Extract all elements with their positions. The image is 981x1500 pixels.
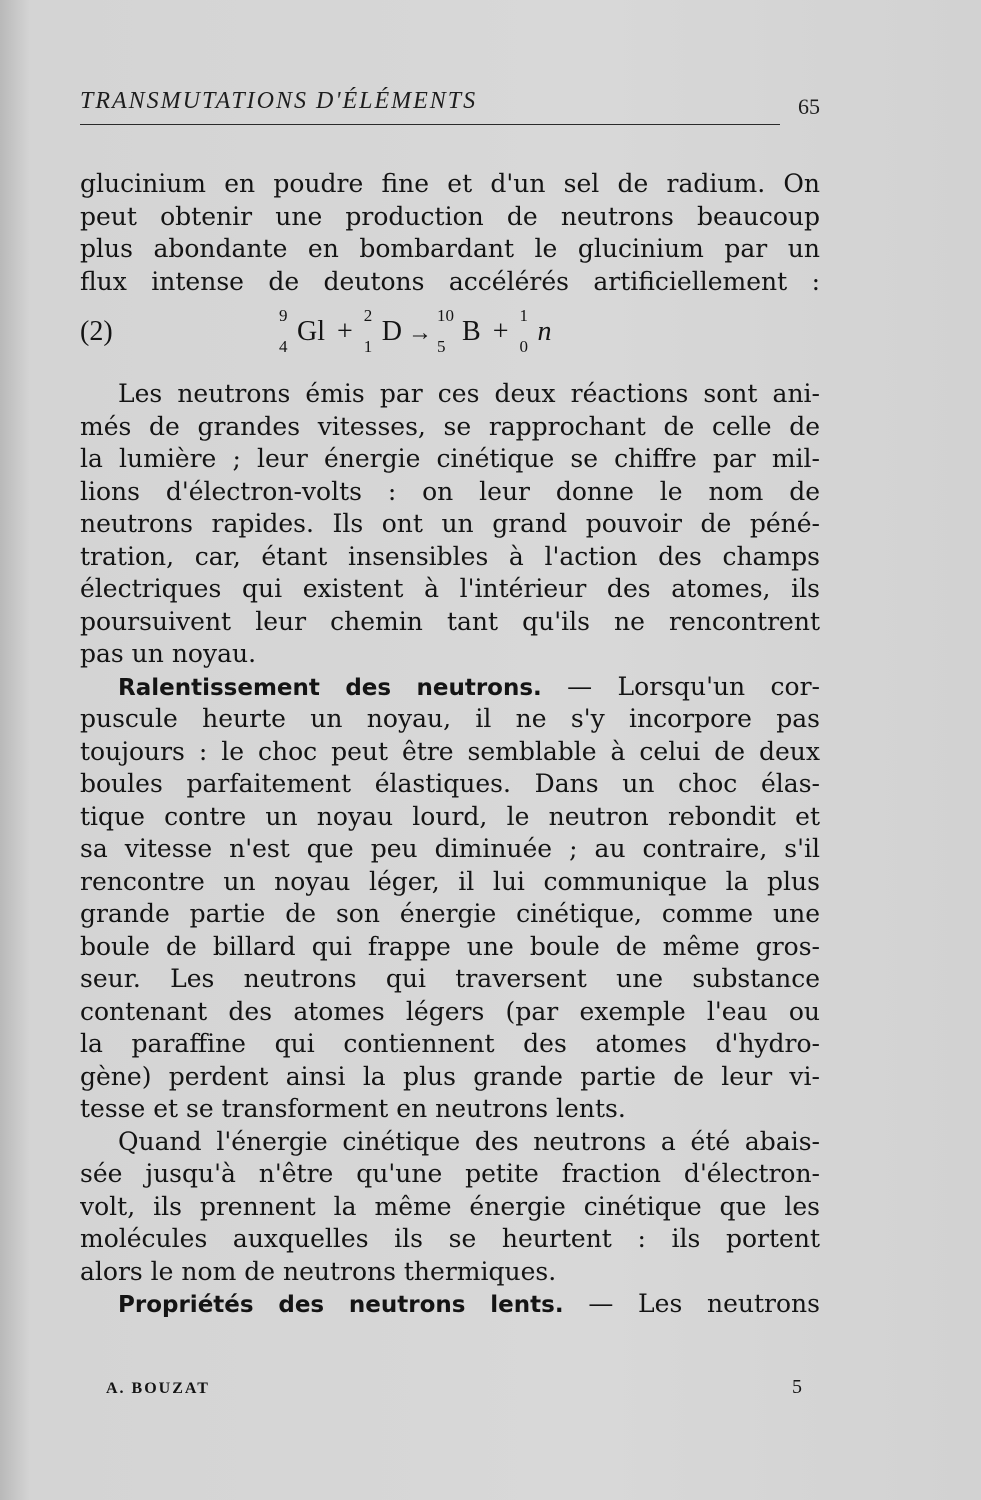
text-line: neutrons rapides. Ils ont un grand pouvoir de péné- <box>80 509 820 538</box>
atomic-number: 1 <box>363 337 373 356</box>
text-line-with-heading <box>80 1288 820 1321</box>
element-symbol: B <box>462 316 481 347</box>
text-line: la lumière ; leur énergie cinétique se chiffre par mil- <box>80 444 820 473</box>
text-line: flux intense de deutons accélérés artificiellement : <box>80 266 820 296</box>
element-symbol: Gl <box>297 316 325 347</box>
mass-number: 10 <box>437 306 455 325</box>
atomic-number: 4 <box>279 337 288 356</box>
text-line: tesse et se transforment en neutrons lents. <box>80 1094 626 1123</box>
text-line: poursuivent leur chemin tant qu'ils ne rencontrent <box>80 606 820 636</box>
atomic-number: 0 <box>519 337 529 356</box>
text-line: alors le nom de neutrons thermiques. <box>80 1256 557 1286</box>
page-footer <box>106 1376 802 1410</box>
section-heading: Propriétés des neutrons lents. <box>118 1292 564 1318</box>
text-fragment: — Les neutrons <box>588 1289 820 1318</box>
text-line: toujours : le choc peut être semblable à celui de deux <box>80 736 820 766</box>
printer-signature: A. BOUZAT <box>106 1380 210 1397</box>
mass-number: 1 <box>519 306 529 325</box>
element-symbol: D <box>381 316 403 347</box>
paragraph-slowing-neutrons <box>80 671 820 1126</box>
text-line: volt, ils prennent la même énergie cinétique que les <box>80 1191 820 1221</box>
text-line: glucinium en poudre fine et d'un sel de radium. On <box>80 169 820 198</box>
text-line: contenant des atomes légers (par exemple l'eau ou <box>80 996 820 1026</box>
text-line: boules parfaitement élastiques. Dans un choc élas- <box>80 769 820 798</box>
running-title: TRANSMUTATIONS D'ÉLÉMENTS <box>80 88 478 114</box>
nuclear-equation <box>80 298 820 378</box>
nuclide-glucinium <box>279 306 325 356</box>
paragraph-fast-neutrons <box>80 378 820 671</box>
text-line: sée jusqu'à n'être qu'une petite fraction d'électron- <box>80 1159 820 1188</box>
text-line: plus abondante en bombardant le glucinium par un <box>80 234 820 263</box>
page-body <box>80 168 820 1321</box>
paragraph-thermal-neutrons <box>80 1126 820 1289</box>
text-line: Les neutrons émis par ces deux réactions sont ani- <box>118 379 820 408</box>
text-line: électriques qui existent à l'intérieur des atomes, ils <box>80 574 820 603</box>
nuclide-neutron <box>519 306 552 356</box>
element-symbol: n <box>537 316 552 347</box>
text-line: puscule heurte un noyau, il ne s'y incorpore pas <box>80 704 820 733</box>
text-line: tration, car, étant insensibles à l'action des champs <box>80 541 820 571</box>
equation-body <box>279 306 552 356</box>
mass-number: 9 <box>279 306 288 325</box>
text-line: Quand l'énergie cinétique des neutrons a été abais- <box>118 1126 820 1156</box>
text-line: lions d'électron-volts : on leur donne le nom de <box>80 476 820 506</box>
text-line: més de grandes vitesses, se rapprochant de celle de <box>80 411 820 441</box>
paragraph-slow-neutron-properties <box>80 1288 820 1321</box>
text-line: grande partie de son énergie cinétique, comme une <box>80 899 820 928</box>
text-line-with-heading <box>80 671 820 704</box>
running-header <box>80 82 820 126</box>
page-number: 65 <box>798 94 820 119</box>
section-heading: Ralentissement des neutrons. <box>118 674 542 701</box>
nuclide-boron <box>437 306 481 356</box>
paragraph-continuation <box>80 168 820 298</box>
atomic-number: 5 <box>437 337 446 356</box>
mass-number: 2 <box>363 306 373 325</box>
text-line: tique contre un noyau lourd, le neutron rebondit et <box>80 801 820 831</box>
signature-number: 5 <box>792 1376 802 1398</box>
plus-sign: + <box>337 316 353 347</box>
text-line: peut obtenir une production de neutrons beaucoup <box>80 201 820 231</box>
text-line: molécules auxquelles ils se heurtent : ils portent <box>80 1224 820 1253</box>
text-line: gène) perdent ainsi la plus grande partie de leur vi- <box>80 1061 820 1091</box>
header-rule <box>80 124 780 125</box>
text-fragment: — Lorsqu'un cor- <box>567 671 820 701</box>
equation-label: (2) <box>80 316 113 347</box>
text-line: seur. Les neutrons qui traversent une substance <box>80 964 820 993</box>
text-line: rencontre un noyau léger, il lui communique la plus <box>80 866 820 896</box>
plus-sign: + <box>492 316 509 347</box>
reaction-arrow: → <box>408 320 433 346</box>
nuclide-deuton <box>363 306 403 356</box>
text-line: boule de billard qui frappe une boule de même gros- <box>80 931 820 961</box>
text-line: pas un noyau. <box>80 639 257 668</box>
text-line: sa vitesse n'est que peu diminuée ; au contraire, s'il <box>80 834 820 863</box>
text-line: la paraffine qui contiennent des atomes d'hydro- <box>80 1029 820 1058</box>
